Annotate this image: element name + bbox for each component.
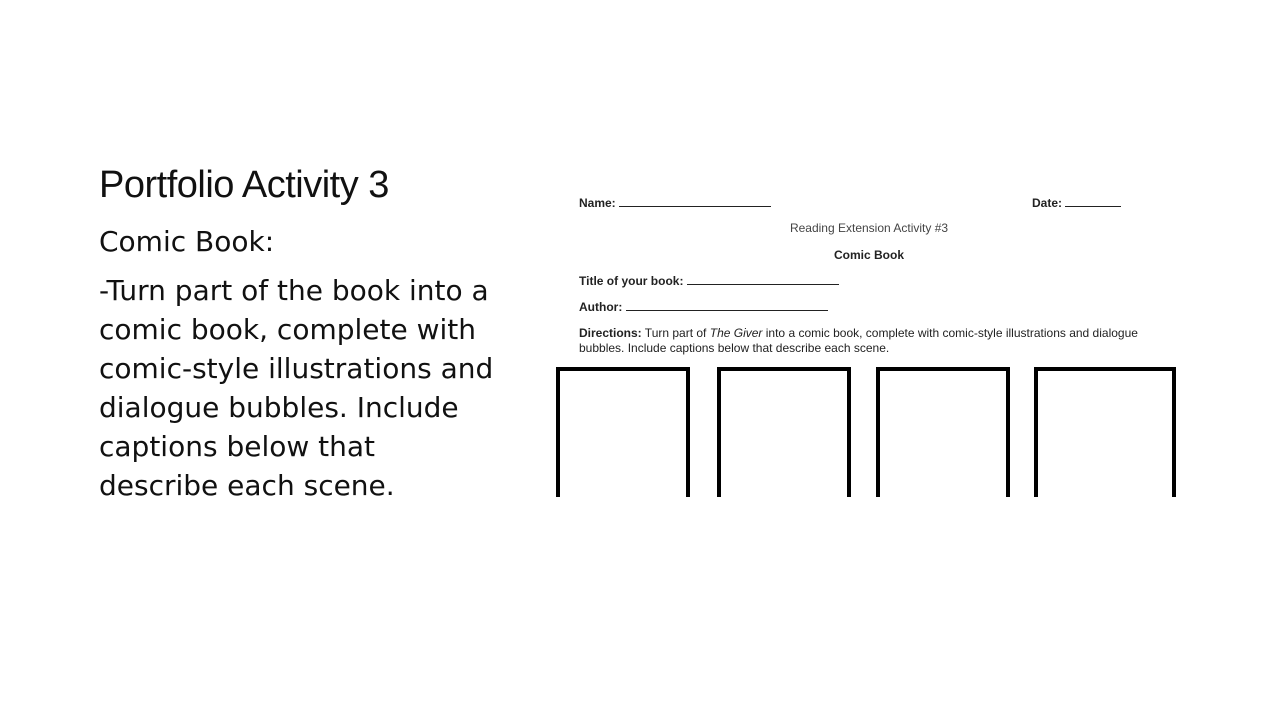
author-blank bbox=[626, 300, 828, 311]
slide-title: Portfolio Activity 3 bbox=[99, 164, 389, 206]
name-blank bbox=[619, 196, 771, 207]
worksheet-directions bbox=[579, 326, 1159, 356]
worksheet-activity-label: Reading Extension Activity #3 bbox=[789, 221, 949, 235]
date-label: Date: bbox=[1032, 196, 1063, 210]
directions-book-name: The Giver bbox=[709, 326, 763, 340]
author-label: Author: bbox=[579, 300, 623, 314]
worksheet-book-title-field bbox=[579, 274, 839, 288]
comic-panel-4 bbox=[1034, 367, 1176, 497]
subheading: Comic Book: bbox=[99, 225, 275, 258]
directions-label: Directions: bbox=[579, 326, 642, 340]
activity-instructions: -Turn part of the book into a comic book, complete with comic-style illustrations and dialogue bubbles. Include captions below that describe each scene. bbox=[99, 274, 494, 502]
worksheet-image bbox=[556, 190, 1176, 486]
directions-text-pre: Turn part of bbox=[641, 326, 710, 340]
directions-text-post: into a comic book, complete with comic-style illustrations and dialogue bubbles. Include captions below that describe each scene. bbox=[579, 326, 1138, 355]
worksheet-author-field bbox=[579, 300, 828, 314]
worksheet-name-field bbox=[579, 196, 771, 210]
book-title-label: Title of your book: bbox=[579, 274, 684, 288]
date-blank bbox=[1065, 196, 1121, 207]
comic-panel-1 bbox=[556, 367, 690, 497]
book-title-blank bbox=[687, 274, 839, 285]
comic-panel-2 bbox=[717, 367, 851, 497]
worksheet-heading: Comic Book bbox=[833, 248, 904, 262]
name-label: Name: bbox=[579, 196, 616, 210]
slide-body bbox=[99, 222, 499, 505]
worksheet-date-field bbox=[1032, 196, 1121, 210]
comic-panel-3 bbox=[876, 367, 1010, 497]
